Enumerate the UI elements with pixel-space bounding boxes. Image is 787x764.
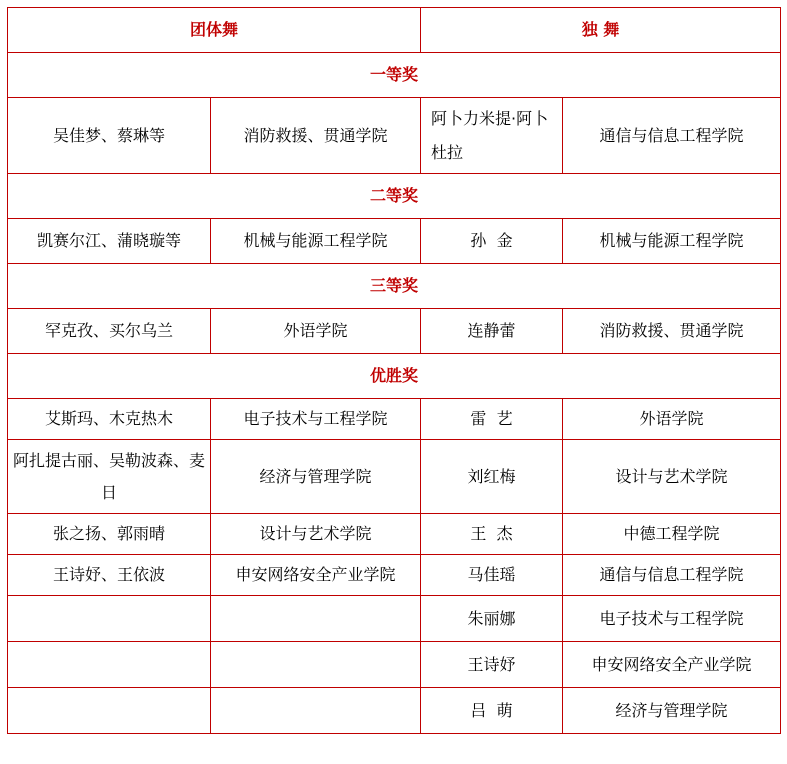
table-row [8, 309, 781, 354]
group-dance-header: 团体舞 [8, 8, 421, 53]
solo-name: 阿卜力米提·阿卜杜拉 [421, 98, 563, 174]
table-row [8, 596, 781, 642]
solo-name: 刘红梅 [421, 440, 563, 514]
group-college [211, 596, 421, 642]
solo-college: 机械与能源工程学院 [563, 219, 781, 264]
prize-label: 一等奖 [8, 53, 781, 98]
table-row [8, 440, 781, 514]
table-row [8, 98, 781, 174]
table-row [8, 555, 781, 596]
group-name [8, 688, 211, 734]
solo-college: 通信与信息工程学院 [563, 555, 781, 596]
prize-row-third [8, 264, 781, 309]
solo-college: 外语学院 [563, 399, 781, 440]
group-college [211, 642, 421, 688]
solo-name: 王 杰 [421, 514, 563, 555]
table-row [8, 514, 781, 555]
solo-name: 连静蕾 [421, 309, 563, 354]
prize-label: 优胜奖 [8, 354, 781, 399]
group-name: 阿扎提古丽、吴勒波森、麦日 [8, 440, 211, 514]
prize-row-second [8, 174, 781, 219]
group-name: 吴佳梦、蔡琳等 [8, 98, 211, 174]
solo-college: 中德工程学院 [563, 514, 781, 555]
prize-label: 二等奖 [8, 174, 781, 219]
group-college [211, 688, 421, 734]
group-college: 设计与艺术学院 [211, 514, 421, 555]
group-college: 外语学院 [211, 309, 421, 354]
group-college: 申安网络安全产业学院 [211, 555, 421, 596]
group-college: 电子技术与工程学院 [211, 399, 421, 440]
solo-name: 吕 萌 [421, 688, 563, 734]
solo-name: 王诗妤 [421, 642, 563, 688]
group-college: 机械与能源工程学院 [211, 219, 421, 264]
solo-name: 雷 艺 [421, 399, 563, 440]
solo-college: 经济与管理学院 [563, 688, 781, 734]
group-name: 张之扬、郭雨晴 [8, 514, 211, 555]
prize-row-first [8, 53, 781, 98]
prize-label: 三等奖 [8, 264, 781, 309]
table-row [8, 688, 781, 734]
group-college: 经济与管理学院 [211, 440, 421, 514]
solo-name: 马佳瑶 [421, 555, 563, 596]
group-name: 艾斯玛、木克热木 [8, 399, 211, 440]
solo-college: 消防救援、贯通学院 [563, 309, 781, 354]
solo-name: 孙 金 [421, 219, 563, 264]
group-name [8, 596, 211, 642]
solo-dance-header: 独 舞 [421, 8, 781, 53]
award-table [7, 7, 781, 734]
group-name: 凯赛尔江、蒲晓璇等 [8, 219, 211, 264]
solo-college: 通信与信息工程学院 [563, 98, 781, 174]
group-college: 消防救援、贯通学院 [211, 98, 421, 174]
header-row [8, 8, 781, 53]
group-name: 王诗妤、王依波 [8, 555, 211, 596]
prize-row-merit [8, 354, 781, 399]
solo-name: 朱丽娜 [421, 596, 563, 642]
table-row [8, 642, 781, 688]
solo-college: 设计与艺术学院 [563, 440, 781, 514]
group-name: 罕克孜、买尔乌兰 [8, 309, 211, 354]
table-row [8, 399, 781, 440]
group-name [8, 642, 211, 688]
solo-college: 申安网络安全产业学院 [563, 642, 781, 688]
solo-college: 电子技术与工程学院 [563, 596, 781, 642]
table-row [8, 219, 781, 264]
